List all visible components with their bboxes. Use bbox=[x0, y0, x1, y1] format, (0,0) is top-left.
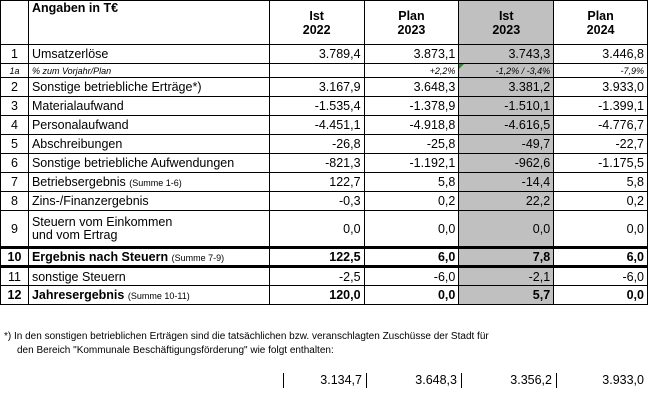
row-number: 12 bbox=[1, 286, 29, 305]
value-cell: -6,0 bbox=[364, 267, 459, 286]
value-cell: 0,2 bbox=[554, 192, 648, 211]
value-cell: 5,7 bbox=[459, 286, 554, 305]
value-cell: 3.167,9 bbox=[269, 78, 364, 97]
table-row bbox=[1, 135, 648, 154]
value-cell: 3.743,3 bbox=[459, 45, 554, 64]
value-cell: -1.192,1 bbox=[364, 154, 459, 173]
row-label: Ergebnis nach Steuern (Summe 7-9) bbox=[28, 248, 269, 267]
value-cell: 6,0 bbox=[554, 248, 648, 267]
value-cell: 6,0 bbox=[364, 248, 459, 267]
header-col-plan-2023: Plan 2023 bbox=[364, 1, 459, 45]
separator-bar bbox=[366, 373, 367, 388]
header-row bbox=[1, 1, 648, 45]
table-row bbox=[1, 173, 648, 192]
row-number: 8 bbox=[1, 192, 29, 211]
row-label: Jahresergebnis (Summe 10-11) bbox=[28, 286, 269, 305]
value-cell: -49,7 bbox=[459, 135, 554, 154]
value-cell: 3.933,0 bbox=[554, 78, 648, 97]
value-cell: -4.776,7 bbox=[554, 116, 648, 135]
value-cell: -4.616,5 bbox=[459, 116, 554, 135]
row-label: % zum Vorjahr/Plan bbox=[28, 64, 269, 78]
value-cell bbox=[269, 64, 364, 78]
footnote-line-1: *) In den sonstigen betrieblichen Erträgen sind die tatsächlichen bzw. veranschlagten Zuschüsse der Stadt für bbox=[4, 331, 489, 342]
value-cell: -1.535,4 bbox=[269, 97, 364, 116]
value-cell: -26,8 bbox=[269, 135, 364, 154]
header-col-ist-2022: Ist 2022 bbox=[269, 1, 364, 45]
value-cell: 0,0 bbox=[364, 286, 459, 305]
footnote bbox=[4, 330, 644, 358]
header-label: Angaben in T€ bbox=[28, 1, 269, 45]
table-row bbox=[1, 211, 648, 248]
row-number: 10 bbox=[1, 248, 29, 267]
value-cell: -1,2% / -3,4% bbox=[459, 64, 554, 78]
row-number: 2 bbox=[1, 78, 29, 97]
value-cell: -22,7 bbox=[554, 135, 648, 154]
subsidy-value-plan-2023: 3.648,3 bbox=[415, 373, 457, 387]
header-col-plan-2024: Plan 2024 bbox=[554, 1, 648, 45]
header-num-cell bbox=[1, 1, 29, 45]
row-number: 3 bbox=[1, 97, 29, 116]
row-number: 1 bbox=[1, 45, 29, 64]
row-label: Zins-/Finanzergebnis bbox=[28, 192, 269, 211]
value-cell: 0,0 bbox=[269, 211, 364, 248]
value-cell: -0,3 bbox=[269, 192, 364, 211]
value-cell: 5,8 bbox=[364, 173, 459, 192]
table-row bbox=[1, 286, 648, 305]
value-cell: 0,0 bbox=[459, 211, 554, 248]
value-cell: 0,0 bbox=[364, 211, 459, 248]
row-number: 4 bbox=[1, 116, 29, 135]
separator-bar bbox=[556, 373, 557, 388]
value-cell: -962,6 bbox=[459, 154, 554, 173]
row-number: 9 bbox=[1, 211, 29, 248]
table-row bbox=[1, 248, 648, 267]
value-cell: 0,0 bbox=[554, 211, 648, 248]
value-cell: -4.451,1 bbox=[269, 116, 364, 135]
value-cell: -2,5 bbox=[269, 267, 364, 286]
row-label: Steuern vom Einkommen und vom Ertrag bbox=[28, 211, 269, 248]
row-label: Umsatzerlöse bbox=[28, 45, 269, 64]
value-cell: -1.399,1 bbox=[554, 97, 648, 116]
table-row bbox=[1, 78, 648, 97]
table-row bbox=[1, 64, 648, 78]
row-number: 1a bbox=[1, 64, 29, 78]
value-cell: 3.446,8 bbox=[554, 45, 648, 64]
value-cell: 3.873,1 bbox=[364, 45, 459, 64]
row-label: Sonstige betriebliche Aufwendungen bbox=[28, 154, 269, 173]
table-row bbox=[1, 116, 648, 135]
row-label: Betriebsergebnis (Summe 1-6) bbox=[28, 173, 269, 192]
row-label: Materialaufwand bbox=[28, 97, 269, 116]
row-label: sonstige Steuern bbox=[28, 267, 269, 286]
value-cell: 122,5 bbox=[269, 248, 364, 267]
value-cell: 5,8 bbox=[554, 173, 648, 192]
value-cell: 22,2 bbox=[459, 192, 554, 211]
row-number: 6 bbox=[1, 154, 29, 173]
footnote-line-2: den Bereich "Kommunale Beschäftigungsförderung" wie folgt enthalten: bbox=[17, 345, 334, 356]
value-cell: -25,8 bbox=[364, 135, 459, 154]
row-note: (Summe 7-9) bbox=[171, 253, 225, 263]
row-note: (Summe 10-11) bbox=[127, 291, 190, 301]
row-label: Sonstige betriebliche Erträge*) bbox=[28, 78, 269, 97]
row-label: Personalaufwand bbox=[28, 116, 269, 135]
subsidy-value-ist-2023: 3.356,2 bbox=[510, 373, 552, 387]
row-number: 5 bbox=[1, 135, 29, 154]
value-cell: 0,2 bbox=[364, 192, 459, 211]
value-cell: -1.378,9 bbox=[364, 97, 459, 116]
value-cell: -4.918,8 bbox=[364, 116, 459, 135]
value-cell: 0,0 bbox=[554, 286, 648, 305]
table-row bbox=[1, 45, 648, 64]
table-row bbox=[1, 154, 648, 173]
row-number: 7 bbox=[1, 173, 29, 192]
value-cell: -1.510,1 bbox=[459, 97, 554, 116]
subsidy-values-row bbox=[0, 370, 648, 392]
value-cell: -821,3 bbox=[269, 154, 364, 173]
value-cell: 3.648,3 bbox=[364, 78, 459, 97]
value-cell: +2,2% bbox=[364, 64, 459, 78]
value-cell: -2,1 bbox=[459, 267, 554, 286]
row-number: 11 bbox=[1, 267, 29, 286]
subsidy-value-plan-2024: 3.933,0 bbox=[602, 373, 644, 387]
table-row bbox=[1, 97, 648, 116]
separator-bar bbox=[461, 373, 462, 388]
value-cell: 120,0 bbox=[269, 286, 364, 305]
separator-bar bbox=[283, 373, 284, 388]
table-row bbox=[1, 192, 648, 211]
row-label: Abschreibungen bbox=[28, 135, 269, 154]
header-col-ist-2023: Ist 2023 bbox=[459, 1, 554, 45]
value-cell: 7,8 bbox=[459, 248, 554, 267]
value-cell: -7,9% bbox=[554, 64, 648, 78]
subsidy-value-ist-2022: 3.134,7 bbox=[320, 373, 362, 387]
value-cell: -6,0 bbox=[554, 267, 648, 286]
value-cell: 3.381,2 bbox=[459, 78, 554, 97]
value-cell: -14,4 bbox=[459, 173, 554, 192]
table-row bbox=[1, 267, 648, 286]
value-cell: 3.789,4 bbox=[269, 45, 364, 64]
value-cell: -1.175,5 bbox=[554, 154, 648, 173]
value-cell: 122,7 bbox=[269, 173, 364, 192]
row-note: (Summe 1-6) bbox=[129, 178, 182, 188]
